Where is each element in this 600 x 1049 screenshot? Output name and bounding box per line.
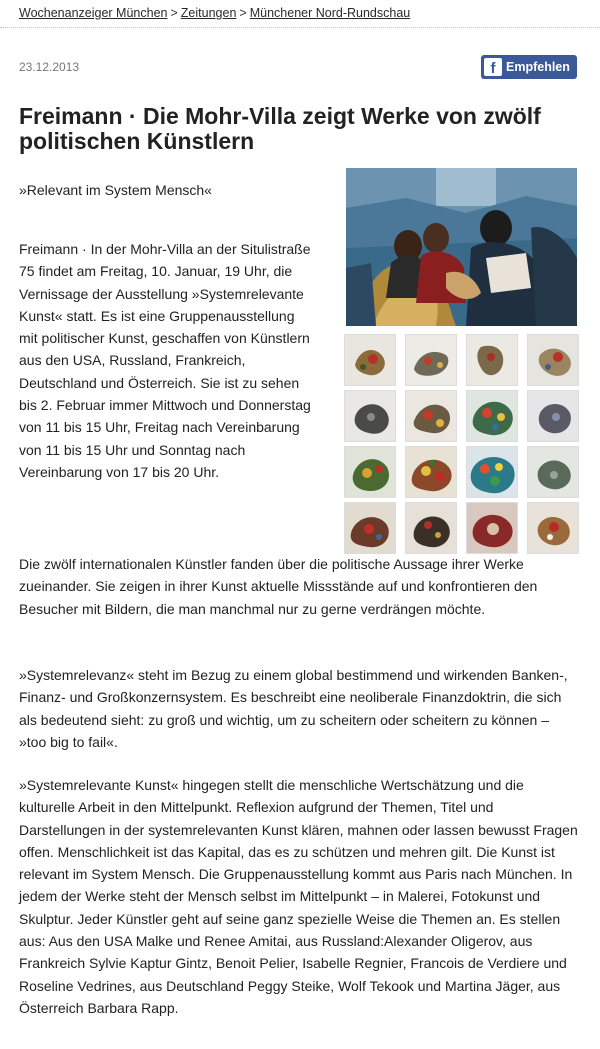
article-paragraph: Die zwölf internationalen Künstler fanden über die politische Aussage ihrer Werke zueinander. Sie zeigen in ihrer Kunst aktuelle Missstände auf und konfrontieren den Besucher mit Bildern, die man manchmal nur zu gerne verdrängen möchte. — [19, 556, 538, 617]
artwork-thumbnail — [405, 446, 457, 498]
artwork-thumbnail — [527, 446, 579, 498]
artwork-thumbnail — [344, 502, 396, 554]
breadcrumb — [19, 6, 410, 20]
artwork-thumbnail — [466, 446, 518, 498]
artwork-thumbnail — [527, 390, 579, 442]
article-title: Freimann · Die Mohr-Villa zeigt Werke von zwölf politischen Künstlern — [19, 103, 541, 154]
breadcrumb-link-zeitungen[interactable]: Zeitungen — [180, 6, 237, 20]
painting-photo — [346, 168, 577, 326]
article-paragraph: »Systemrelevanz« steht im Bezug zu einem global bestimmend und wirkenden Banken-, Finanz- und Großkonzernsystem. Es beschreibt eine neoliberale Finanzdoktrin, die sich als bedeutend sieht: zu groß und wichtig, um zu scheitern oder scheitern zu können – »too big to fail«. — [19, 667, 568, 750]
article-paragraph: »Systemrelevante Kunst« hingegen stellt die menschliche Wertschätzung und die kulturelle Arbeit in den Mittelpunkt. Reflexion aufgrund der Themen, Titel und Darstellungen in der systemrelevanten Kunst klären, mahnen oder lassen bewusst Fragen offen. Menschlichkeit ist das Kapital, das es zu schützen und mehren gilt. Die Kunst ist relevant im System Mensch. Die Gruppenausstellung kommt aus Paris nach München. In jedem der Werke steht der Mensch selbst im Mittelpunkt – in Malerei, Fotokunst und Skulptur. Jeder Künstler geht auf seine ganz spezielle Weise die Themen an. Es stellen aus: Aus den USA Malke und Renee Amitai, aus Russland:Alexander Oligerov, aus Frankreich Sylvie Kaptur Gintz, Benoit Pelier, Isabelle Regnier, Francois de Verdiere und Roseline Vedrines, aus Deutschland Peggy Steike, Wolf Tekook und Martina Jäger, aus Österreich Barbara Rapp. — [19, 777, 578, 1016]
artwork-thumbnail — [344, 334, 396, 386]
facebook-recommend-button[interactable] — [481, 55, 577, 79]
artwork-thumbnail — [466, 502, 518, 554]
artwork-thumbnails — [344, 334, 580, 556]
breadcrumb-separator: > — [239, 6, 247, 20]
facebook-recommend-label: Empfehlen — [506, 60, 570, 74]
article-kicker: »Relevant im System Mensch« — [19, 182, 212, 198]
artwork-thumbnail — [527, 334, 579, 386]
artwork-thumbnail — [344, 390, 396, 442]
facebook-icon: f — [484, 58, 502, 76]
artwork-thumbnail — [466, 390, 518, 442]
artwork-thumbnail — [466, 334, 518, 386]
artwork-thumbnail — [405, 390, 457, 442]
artwork-thumbnail — [344, 446, 396, 498]
divider — [0, 27, 600, 28]
artwork-thumbnail — [405, 334, 457, 386]
artwork-thumbnail — [405, 502, 457, 554]
breadcrumb-separator: > — [170, 6, 178, 20]
artwork-thumbnail — [527, 502, 579, 554]
breadcrumb-link-wochenanzeiger[interactable]: Wochenanzeiger München — [19, 6, 168, 20]
article-paragraph: Freimann · In der Mohr-Villa an der Situlistraße 75 findet am Freitag, 10. Januar, 19 Uhr, die Vernissage der Ausstellung »Systemrelevante Kunst« statt. Es ist eine Gruppenausstellung mit politischer Kunst, geschaffen von Künstlern aus den USA, Russland, Frankreich, Deutschland und Österreich. Sie ist zu sehen bis 2. Februar immer Mittwoch und Donnerstag von 11 bis 15 Uhr, Freitag nach Vereinbarung von 11 bis 15 Uhr und Sonntag nach Vereinbarung von 17 bis 20 Uhr. — [19, 241, 311, 480]
breadcrumb-link-nord-rundschau[interactable]: Münchener Nord-Rundschau — [249, 6, 411, 20]
article-date: 23.12.2013 — [19, 60, 80, 74]
